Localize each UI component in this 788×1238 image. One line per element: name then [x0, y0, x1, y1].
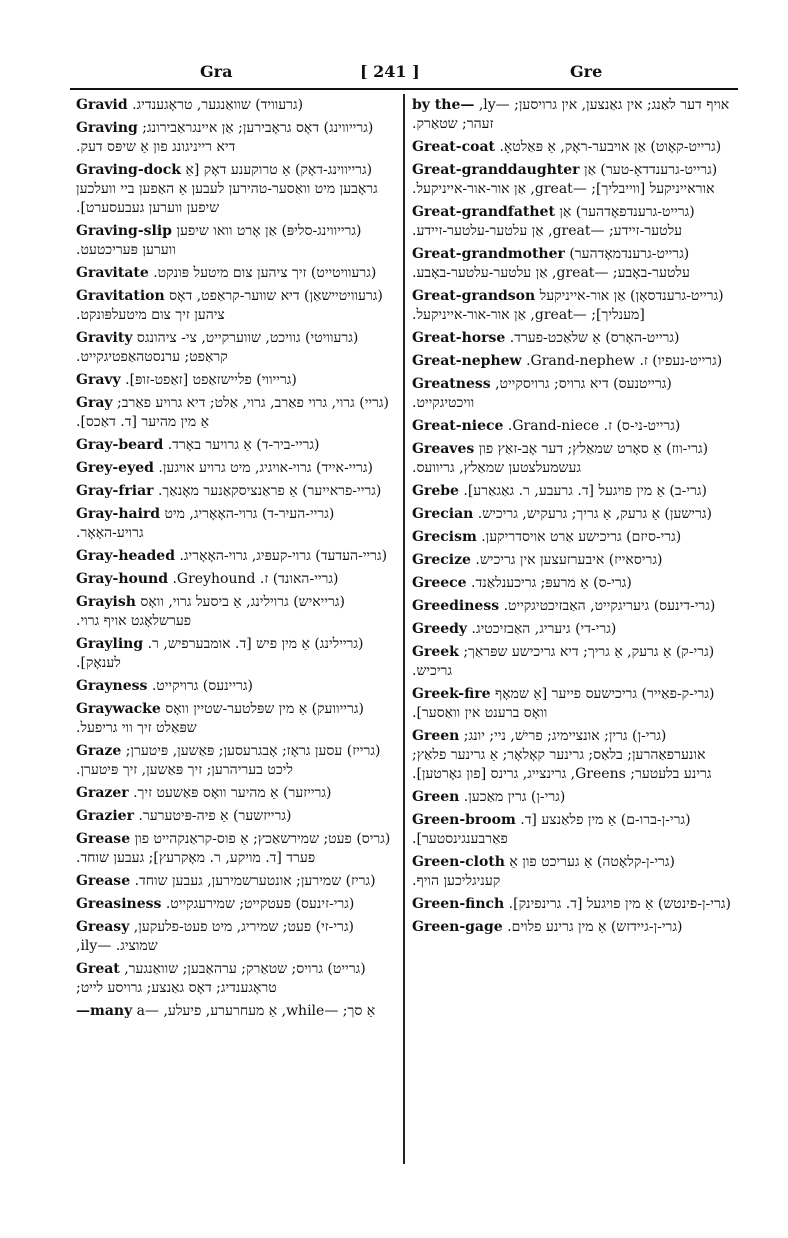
- headword: Grazier: [76, 808, 134, 824]
- dictionary-entry: [412, 620, 732, 639]
- headword: Grey-eyed: [76, 460, 154, 476]
- dictionary-entry: [76, 436, 396, 455]
- definition-text: (גריסאייז) איבערזעצען אין גריכיש.: [475, 552, 663, 568]
- header-rule: [70, 88, 738, 90]
- headword: Gravitation: [76, 288, 165, 304]
- definition-text: (גרעוויטייט) זיך ציהען צום מיטעל פּונקט.: [153, 265, 377, 281]
- dictionary-entry: [412, 505, 732, 524]
- headword: Grease: [76, 831, 131, 847]
- definition-text: (גרייווינג-דאָק) אַ טרוקענע דאָק [אַ גראָבען מיט וואַסער-טהירען לעבען אַ האַפען ביי וועלכען שיפען ווערען געבעסערט].: [76, 162, 378, 216]
- headword: Greatness: [412, 376, 491, 392]
- definition-text: (גריס) פעט; שמירשאַכץ; אַ פוס-קראַנקהייט פון פערד [ד. מויקע, ר. מאָקרעץ]; געבען שוחד.: [76, 831, 391, 866]
- definition-text: (גריי-העדעד) גרוי-קעפּיג, גרוי-האָאָריג.: [179, 548, 388, 564]
- definition-text: (גרי-סיזם) גריכישע אַרט אויסדריקען.: [481, 529, 682, 545]
- header-left-guide-word: Gra: [200, 62, 233, 81]
- definition-text: (גרי-די) גיעריג, האַבזיכטיג.: [471, 621, 617, 637]
- headword: Grecize: [412, 552, 471, 568]
- left-column: [76, 96, 396, 1025]
- dictionary-entry: [412, 895, 732, 914]
- dictionary-entry: [76, 960, 396, 998]
- dictionary-entry: [76, 505, 396, 543]
- dictionary-entry: [76, 918, 396, 956]
- dictionary-entry: [76, 700, 396, 738]
- definition-text: (גרעוויטי) גוויכט, שווערקייט, צי- ציהונגס קראַפט; ערנסטהאַפטיגקייט.: [76, 330, 359, 365]
- dictionary-entry: [76, 677, 396, 696]
- headword: Greediness: [412, 598, 500, 614]
- definition-text: (גריי-האונד) ז. Greyhound.: [172, 571, 339, 587]
- definition-text: (גרעוויד) שוואַנגער, טראָגענדיג.: [132, 97, 304, 113]
- definition-text: (גרי-ן-גיידזש) אַ מין גרינע פלוים.: [507, 919, 683, 935]
- dictionary-entry: [412, 161, 732, 199]
- page-header: [70, 56, 738, 86]
- headword: Gravid: [76, 97, 128, 113]
- headword: Greece: [412, 575, 467, 591]
- dictionary-entry: [412, 287, 732, 325]
- definition-text: (גרייטנעס) דיא גרויס; גרויסקייט, וויכטיגקייט.: [412, 376, 672, 411]
- dictionary-entry: [412, 788, 732, 807]
- dictionary-entry: [76, 96, 396, 115]
- dictionary-entry: [76, 830, 396, 868]
- headword: Great-grandson: [412, 288, 536, 304]
- headword: Grease: [76, 873, 131, 889]
- dictionary-entry: [76, 872, 396, 891]
- headword: Grecian: [412, 506, 474, 522]
- headword: Gray-beard: [76, 437, 164, 453]
- headword: Great-granddaughter: [412, 162, 580, 178]
- headword: Gravy: [76, 372, 121, 388]
- right-column: [412, 96, 732, 941]
- definition-text: (גרי-זינעס) פעטקייט; שמירעגקייט.: [165, 896, 355, 912]
- headword: Gray-hound: [76, 571, 169, 587]
- dictionary-entry: [76, 394, 396, 432]
- dictionary-entry: [76, 1002, 396, 1021]
- dictionary-entry: [76, 807, 396, 826]
- headword: Graving-dock: [76, 162, 181, 178]
- dictionary-entry: [412, 482, 732, 501]
- dictionary-entry: [412, 685, 732, 723]
- headword: Grazer: [76, 785, 129, 801]
- definition-text: אויף דער לאַנג; אין גאַנצען, אין גרויסען; —ly, זעהר; שטאַרק.: [412, 97, 730, 132]
- definition-text: (גריילינג) אַ מין פיש [ד. אומבערפיש, ר. לענאָק].: [76, 636, 364, 671]
- headword: Great-niece: [412, 418, 504, 434]
- definition-text: (גרייט-נעפיו) ז. Grand-nephew.: [526, 353, 723, 369]
- dictionary-entry: [412, 643, 732, 681]
- headword: Grayish: [76, 594, 136, 610]
- definition-text: (גרי-ב) אַ מין פויגעל [ד. גרעבע, ר. גאַגאַרע].: [463, 483, 708, 499]
- headword: Graze: [76, 743, 122, 759]
- definition-text: (גרי-ן-פינטש) אַ מין פויגעל [ד. גרינפינק].: [508, 896, 731, 912]
- headword: Great-coat: [412, 139, 495, 155]
- definition-text: (גרי-דינעס) גיעריגקייט, האַבזיכטיגקייט.: [503, 598, 716, 614]
- dictionary-entry: [76, 482, 396, 501]
- headword: Gravity: [76, 330, 133, 346]
- definition-text: (גרייז) עסען גראָז; אָבגרעסען; פּאַשען, פּיטערן; ליכט בעריהרען; זיך פּאַשען, זיך פּיטערן.: [76, 743, 381, 778]
- definition-text: (גריי-ביר-ד) אַ גרויער באָרד.: [167, 437, 320, 453]
- definition-text: (גרייאיש) גרוילינג, אַ ביסעל גרוי, וואָס פערשלאָגט אויף גרוי.: [76, 594, 345, 629]
- definition-text: (גריי) גרוי, גרוי פאַרב, גרוי, אַלט; דיא גרויע פאַרב; אַ מין מהיער [ד. דאַכס].: [76, 395, 390, 430]
- dictionary-entry: [76, 161, 396, 218]
- dictionary-entry: [412, 417, 732, 436]
- headword: Greasy: [76, 919, 130, 935]
- definition-text: (גרייוועק) אַ מין שפּלטער-שטיין וואָס שפּאַלט זיך ווי גריפעל.: [76, 701, 364, 736]
- dictionary-entry: [76, 593, 396, 631]
- definition-text: (גרייט-ני-ס) ז. Grand-niece.: [507, 418, 681, 434]
- dictionary-entry: [412, 574, 732, 593]
- definition-text: (גרייט-גרענדדאָ-טער) אַן אוראייניקעל [ווייבליך]; —great, אַן אור-אור-אייניקעל.: [412, 162, 718, 197]
- column-divider: [403, 94, 405, 1164]
- dictionary-entry: [76, 570, 396, 589]
- definition-text: (גריי-אייד) גרוי-אויגיג, מיט גרויע אויגען.: [158, 460, 373, 476]
- definition-text: (גרי-ן-קלאָטה) אַ געריכט פון אַ קעניגליכען הויף.: [412, 854, 675, 889]
- definition-text: (גרייזשער) אַ פיה-פּיטערער.: [138, 808, 292, 824]
- headword: Great-grandfathet: [412, 204, 555, 220]
- headword: Green: [412, 728, 460, 744]
- definition-text: (גרייט-גרענדמאָדהער) עלטער-באָבע; —great, אַן עלטער-עלטער-באָבע.: [412, 246, 690, 281]
- definition-text: אַ סך; —while, אַ מעחרערע, פיעלע, —a: [136, 1003, 376, 1019]
- definition-text: (גרייט-קאָוט) אַן אויבער-ראָק, אַ פּאַלטאָ.: [499, 139, 722, 155]
- dictionary-entry: [412, 551, 732, 570]
- dictionary-entry: [412, 528, 732, 547]
- definition-text: (גרייט-האָרס) אַ שלאַכט-פערד.: [509, 330, 680, 346]
- dictionary-entry: [412, 727, 732, 784]
- headword: Great-horse: [412, 330, 506, 346]
- definition-text: (גרייט-גרענדסאָן) אַן אור-אייניקעל [מענליך]; —great, אַן אור-אור-אייניקעל.: [412, 288, 724, 323]
- headword: Greek-fire: [412, 686, 491, 702]
- dictionary-entry: [76, 371, 396, 390]
- definition-text: (גריי-פראייער) אַ פראַנציסקאַנער מאָנאַך.: [157, 483, 382, 499]
- definition-text: (גרייווי) פליישזאַפט [זאַפט-זופּ].: [125, 372, 297, 388]
- headword: Green: [412, 789, 460, 805]
- dictionary-entry: [412, 96, 732, 134]
- headword: —many: [76, 1003, 133, 1019]
- dictionary-entry: [412, 375, 732, 413]
- definition-text: (גרייזער) אַ מהיער וואָס פּאַשעט זיך.: [133, 785, 332, 801]
- dictionary-entry: [412, 918, 732, 937]
- definition-text: (גריינעס) גרויקייט.: [151, 678, 253, 694]
- definition-text: (גרי-ק-פאַייר) גריכישעס פייער [אַ שמאָף וואָס ברענט אין וואַסער].: [412, 686, 715, 721]
- definition-text: (גרי-ווז) אַ סאָרט שמאַלץ; דער אָב-זאַץ פון געשמעלצטען שמאַלץ, גריוועס.: [412, 441, 709, 476]
- headword: Graywacke: [76, 701, 161, 717]
- dictionary-entry: [76, 635, 396, 673]
- dictionary-entry: [76, 287, 396, 325]
- headword: Grebe: [412, 483, 459, 499]
- page-number: [ 241 ]: [360, 62, 420, 81]
- definition-text: (גריי-העיר-ד) גרוי-האָאָריג, מיט גרויע-האָאָר.: [76, 506, 335, 541]
- headword: Gray-friar: [76, 483, 154, 499]
- headword: Gray-headed: [76, 548, 175, 564]
- headword: Greek: [412, 644, 459, 660]
- definition-text: (גרייווינג-סליפּ) אַן אָרט וואו שיפען ווערען פּעריכטעט.: [76, 223, 362, 258]
- dictionary-entry: [412, 245, 732, 283]
- headword: Grayness: [76, 678, 148, 694]
- dictionary-entry: [76, 329, 396, 367]
- dictionary-entry: [412, 811, 732, 849]
- headword: Gravitate: [76, 265, 149, 281]
- definition-text: (גרייט) גרויס; שטאַרק; ערהאַבען; שוואַנגער, טראָגענדיג; דאָס גאַנצע; גרויסע לייט;: [76, 961, 366, 996]
- dictionary-entry: [412, 203, 732, 241]
- headword: Great-nephew: [412, 353, 522, 369]
- definition-text: (גרי-זי) פעט; שמיריג, מיט פעט-פלעקען, שמוציג. —ily,: [76, 919, 355, 954]
- definition-text: (גרייט-גרענדפאָדהער) אַן עלטער-זיידע; —great, אַן עלטער-עלטער-זיידע.: [412, 204, 695, 239]
- headword: Greaves: [412, 441, 475, 457]
- headword: Green-broom: [412, 812, 516, 828]
- dictionary-entry: [412, 329, 732, 348]
- dictionary-entry: [76, 547, 396, 566]
- headword: Gray: [76, 395, 113, 411]
- headword: Green-finch: [412, 896, 505, 912]
- definition-text: (גרי-ן) גרין; אונציימיג; פרישׁ, ניי; יונג; אונערפאַהרען; בלאַס; גרינער קאָלאָר; אַ גרינער פלאַץ; גרינע בלעטער; Greens, גרינצייג, גרינס [פון גאָרטען].: [412, 728, 712, 782]
- dictionary-entry: [412, 440, 732, 478]
- dictionary-entry: [412, 597, 732, 616]
- definition-text: (גרי-ן) גרין מאַכען.: [463, 789, 566, 805]
- definition-text: (גריז) שמירען; אונטערשמירען, געבען שוחד.: [134, 873, 376, 889]
- headword: Green-gage: [412, 919, 503, 935]
- dictionary-entry: [76, 264, 396, 283]
- headword: Greedy: [412, 621, 468, 637]
- definition-text: (גרייווינג) דאָס גראָבירען; אַן איינגראַבירונג; דיא רייניגונג פון אַ שיפּס דעק.: [76, 120, 374, 155]
- definition-text: (גרי-ן-ברו-ם) אַ מין פלאַנצע [ד. פאַרבענגינסטער].: [412, 812, 691, 847]
- headword: Graving-slip: [76, 223, 172, 239]
- headword: by the—: [412, 97, 475, 113]
- headword: Great-grandmother: [412, 246, 565, 262]
- headword: Grecism: [412, 529, 477, 545]
- dictionary-entry: [76, 784, 396, 803]
- definition-text: (גרי-ס) אַ מרעפּ; גריכענלאַנד.: [471, 575, 632, 591]
- dictionary-entry: [76, 459, 396, 478]
- headword: Greasiness: [76, 896, 162, 912]
- headword: Grayling: [76, 636, 144, 652]
- dictionary-entry: [76, 222, 396, 260]
- dictionary-entry: [76, 119, 396, 157]
- definition-text: (גרי-ק) אַ גרעק, אַ גריך; דיא גריכישע שפּראַך; גריכיש.: [412, 644, 715, 679]
- headword: Great: [76, 961, 120, 977]
- header-right-guide-word: Gre: [570, 62, 603, 81]
- dictionary-entry: [412, 138, 732, 157]
- dictionary-entry: [76, 742, 396, 780]
- dictionary-entry: [412, 853, 732, 891]
- headword: Gray-haird: [76, 506, 161, 522]
- dictionary-entry: [412, 352, 732, 371]
- headword: Green-cloth: [412, 854, 505, 870]
- headword: Graving: [76, 120, 138, 136]
- definition-text: (גרעוויטיישאַן) דיא שווער-קראַפט, דאָס ציהען זיך צום מיטעלפּונקט.: [76, 288, 383, 323]
- dictionary-entry: [76, 895, 396, 914]
- definition-text: (גרישען) אַ גרעק, אַ גריך; גרעקיש, גריכיש.: [477, 506, 712, 522]
